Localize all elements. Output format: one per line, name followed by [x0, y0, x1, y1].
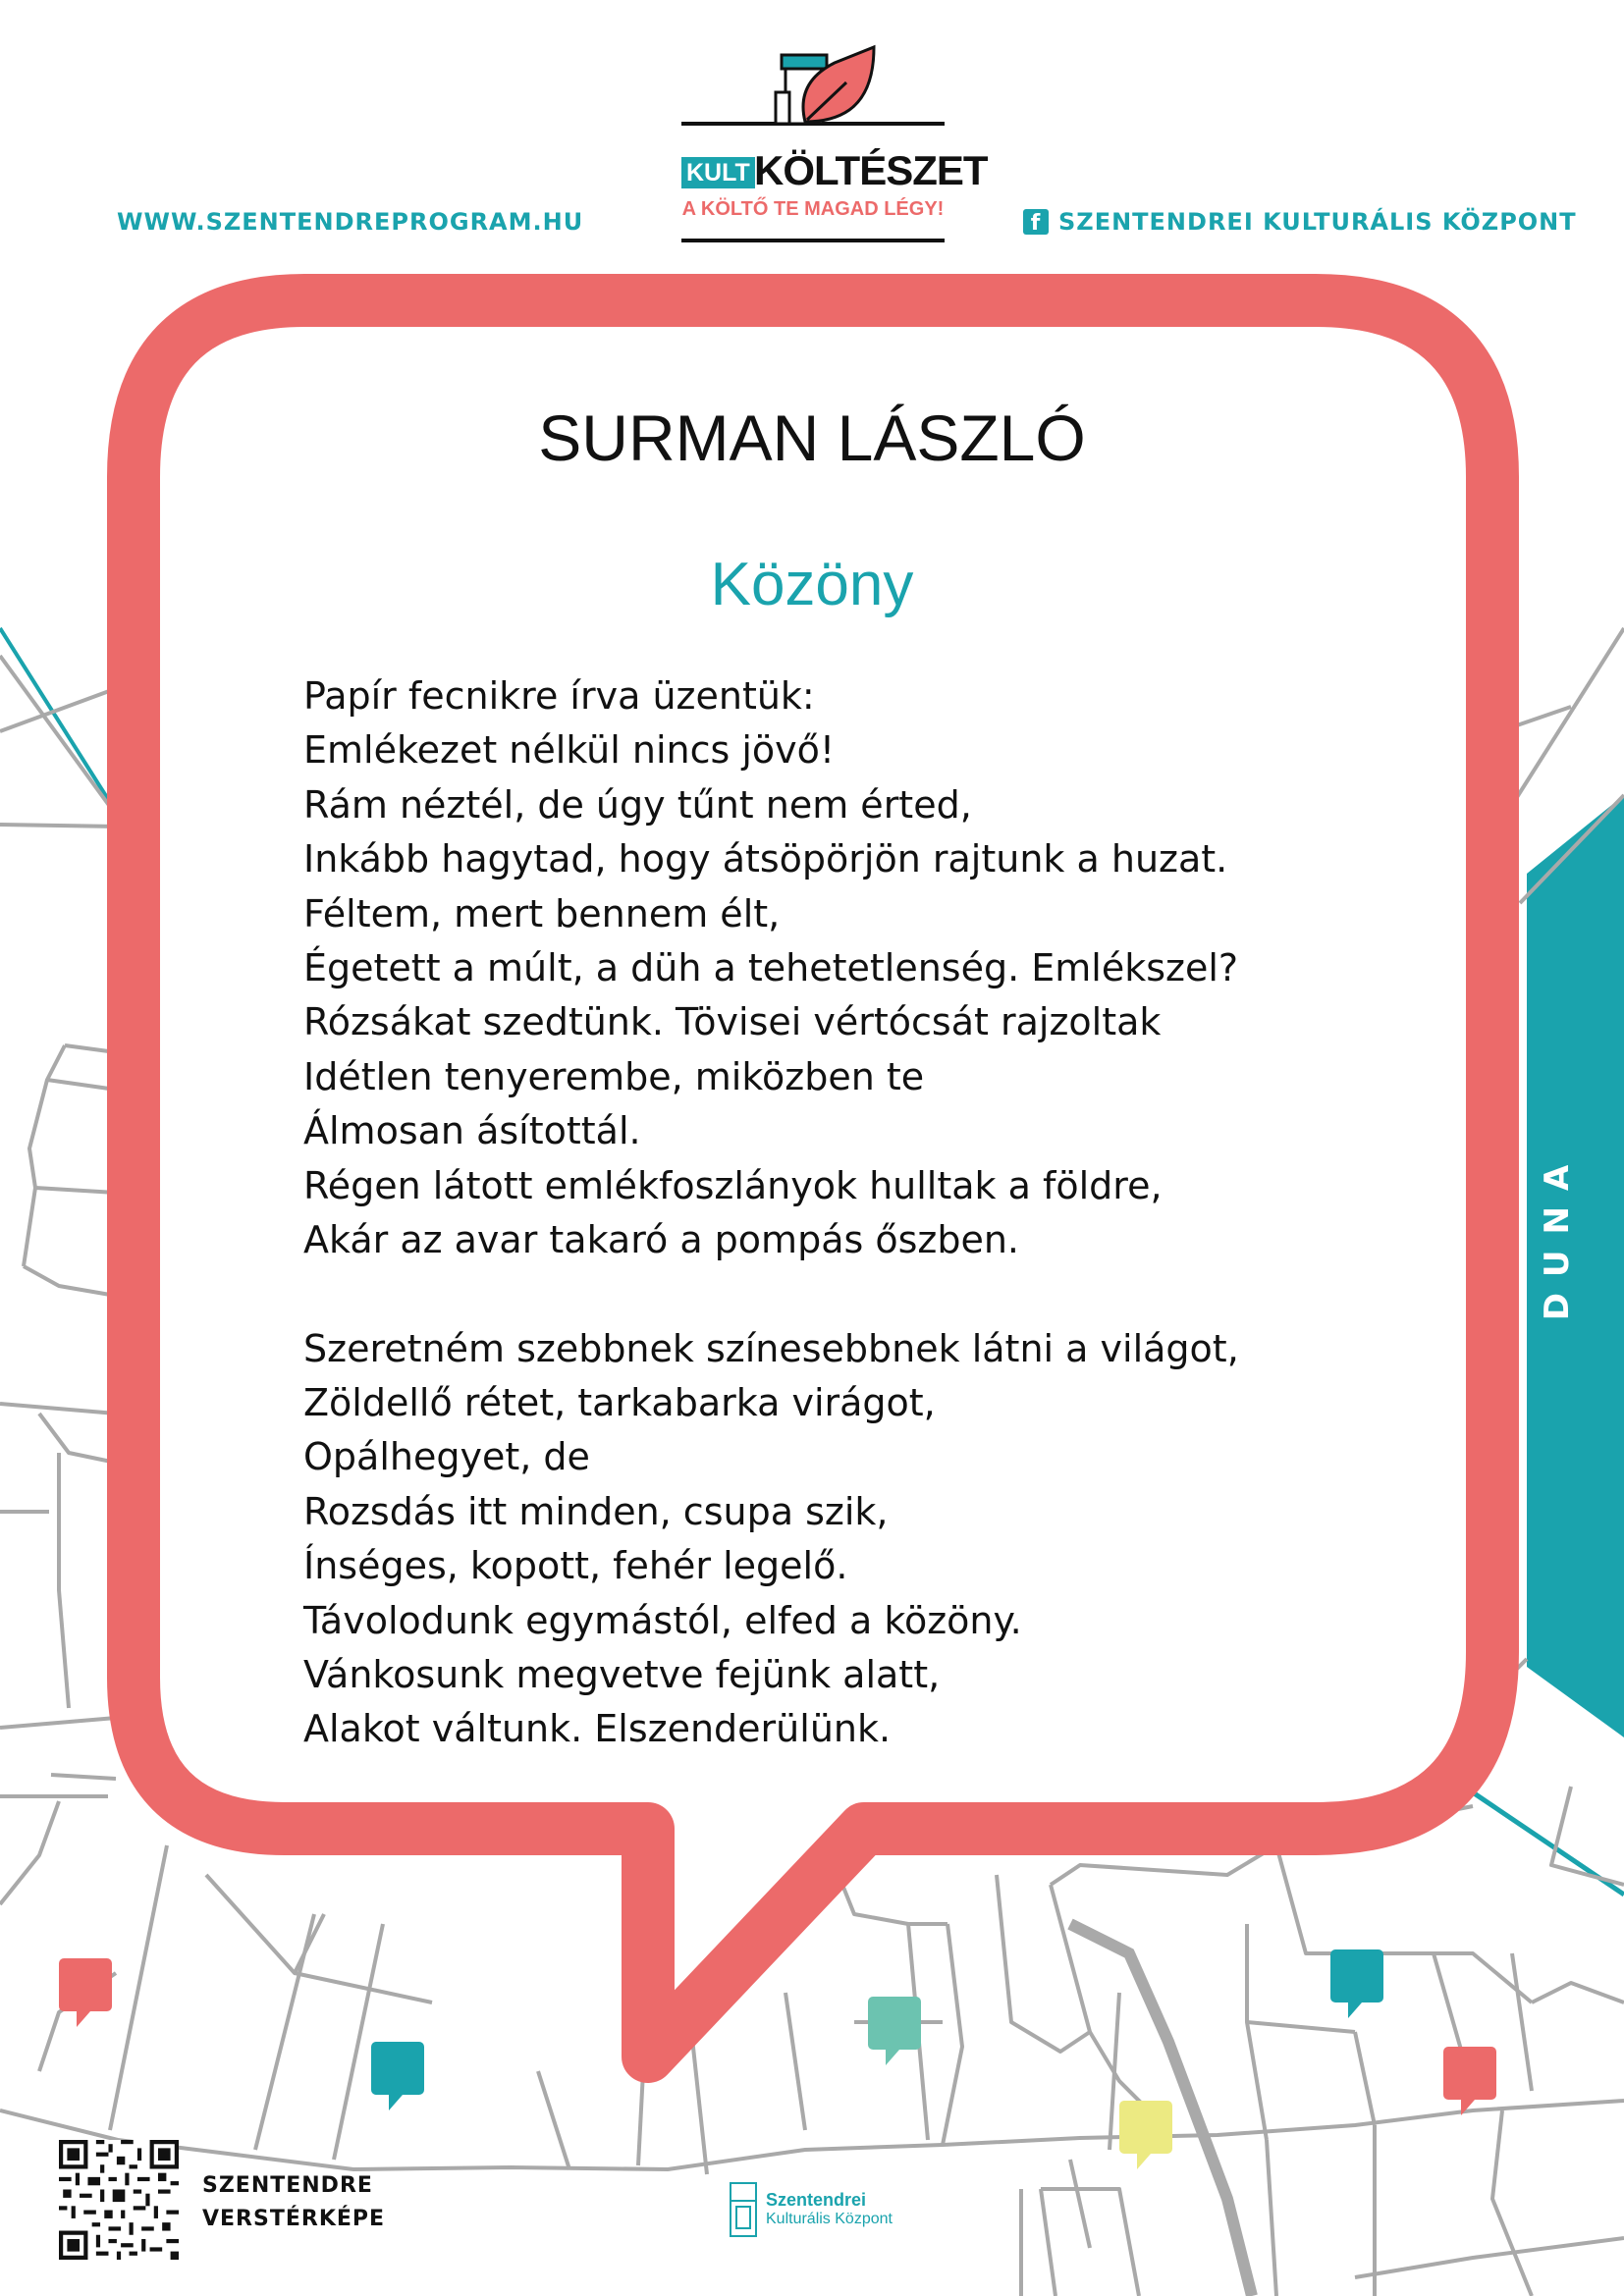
map-caption-line1: SZENTENDRE — [202, 2173, 373, 2198]
qr-code-icon[interactable] — [59, 2140, 179, 2260]
facebook-label: SZENTENDREI KULTURÁLIS KÖZPONT — [1058, 208, 1577, 236]
facebook-link[interactable] — [1023, 208, 1577, 236]
stanza-1 — [303, 669, 1442, 1267]
logo-slogan: A KÖLTŐ TE MAGAD LÉGY! — [681, 198, 945, 220]
poem-line: Ínséges, kopott, fehér legelő. — [303, 1544, 848, 1588]
poem-line: Opálhegyet, de — [303, 1435, 590, 1479]
poem-body — [303, 669, 1442, 1757]
poem-line: Régen látott emlékfoszlányok hulltak a földre, — [303, 1163, 1163, 1207]
poem-line: Égetett a múlt, a düh a tehetetlenség. Emlékszel? — [303, 945, 1239, 989]
poem-line: Rózsákat szedtünk. Tövisei vértócsát rajzoltak — [303, 1000, 1162, 1044]
website-link[interactable]: WWW.SZENTENDREPROGRAM.HU — [117, 208, 584, 236]
building-icon — [729, 2181, 758, 2238]
poem-line: Álmosan ásítottál. — [303, 1109, 641, 1153]
kult-kolteszet-logo — [677, 43, 988, 245]
map-caption-line2: VERSTÉRKÉPE — [202, 2207, 386, 2231]
facebook-icon: f — [1023, 209, 1049, 235]
river-label: DUNA — [1538, 1148, 1577, 1321]
poem-line: Emlékezet nélkül nincs jövő! — [303, 728, 836, 773]
map-caption — [202, 2169, 385, 2236]
logo-title: KÖLTÉSZET — [754, 147, 988, 193]
poem-line: Idétlen tenyerembe, miközben te — [303, 1054, 925, 1098]
stanza-2 — [303, 1322, 1442, 1757]
poem-line: Szeretném szebbnek színesebbnek látni a világot, — [303, 1326, 1239, 1370]
poem-line: Rozsdás itt minden, csupa szik, — [303, 1489, 889, 1533]
poet-name: SURMAN LÁSZLÓ — [538, 401, 1086, 474]
org-name-line2: Kulturális Központ — [766, 2211, 893, 2227]
org-logo — [729, 2181, 893, 2238]
poem-line: Akár az avar takaró a pompás őszben. — [303, 1217, 1020, 1261]
poem-line: Inkább hagytad, hogy átsöpörjön rajtunk a huzat. — [303, 837, 1228, 881]
poem-line: Vánkosunk megvetve fejünk alatt, — [303, 1653, 941, 1697]
logo-kult-badge: KULT — [681, 157, 755, 188]
poem-line: Alakot váltunk. Elszenderülünk. — [303, 1707, 892, 1751]
org-name-line1: Szentendrei — [766, 2190, 867, 2210]
stanza-gap — [303, 1267, 1442, 1321]
poem-line: Papír fecnikre írva üzentük: — [303, 674, 815, 718]
poem-title: Közöny — [710, 551, 914, 618]
poem-line: Rám néztél, de úgy tűnt nem érted, — [303, 782, 972, 827]
poem-line: Féltem, mert bennem élt, — [303, 891, 781, 935]
poem-line: Zöldellő rétet, tarkabarka virágot, — [303, 1381, 936, 1425]
poem-line: Távolodunk egymástól, elfed a közöny. — [303, 1598, 1022, 1642]
